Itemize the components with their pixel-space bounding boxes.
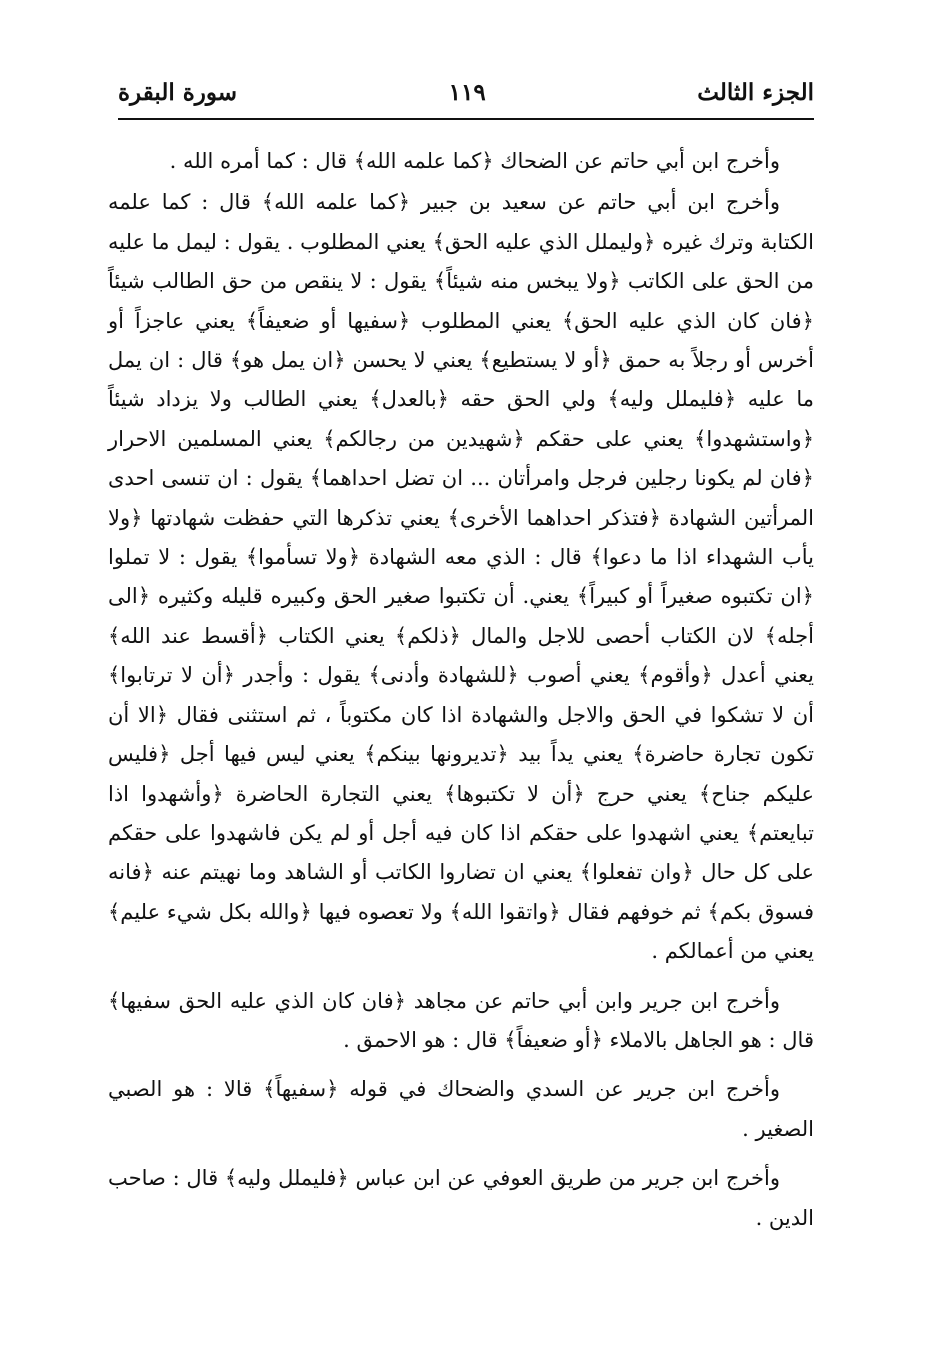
page-number: ١١٩ [448, 78, 486, 106]
paragraph: وأخرج ابن جرير من طريق العوفي عن ابن عباس ﴿فليملل وليه﴾ قال : صاحب الدين . [108, 1166, 814, 1230]
paragraph: وأخرج ابن أبي حاتم عن سعيد بن جبير ﴿كما علمه الله﴾ قال : كما علمه الكتابة وترك غيره ﴿وليملل الذي عليه الحق﴾ يعني المطلوب . يقول : ليمل ما عليه من الحق على الكاتب ﴿ولا يبخس منه شيئاً﴾ يقول : لا ينقص من حق الطالب شيئاً ﴿فان كان الذي عليه الحق﴾ يعني المطلوب ﴿سفيها أو ضعيفاً﴾ يعني عاجزاً أو أخرس أو رجلاً به حمق ﴿أو لا يستطيع﴾ يعني لا يحسن ﴿ان يمل هو﴾ قال : ان يمل ما عليه ﴿فليملل وليه﴾ ولي الحق حقه ﴿بالعدل﴾ يعني الطالب ولا يزداد شيئاً ﴿واستشهدوا﴾ يعني على حقكم ﴿شهيدين من رجالكم﴾ يعني المسلمين الاحرار ﴿فان لم يكونا رجلين فرجل وامرأتان ... ان تضل احداهما﴾ يقول : ان تنسى احدى المرأتين الشهادة ﴿فتذكر احداهما الأخرى﴾ يعني تذكرها التي حفظت شهادتها ﴿ولا يأب الشهداء اذا ما دعوا﴾ قال : الذي معه الشهادة ﴿ولا تسأموا﴾ يقول : لا تملوا ﴿ان تكتبوه صغيراً أو كبيراً﴾ يعني. أن تكتبوا صغير الحق وكبيره قليله وكثيره ﴿الى أجله﴾ لان الكتاب أحصى للاجل والمال ﴿ذلكم﴾ يعني الكتاب ﴿أقسط عند الله﴾ يعني أعدل ﴿وأقوم﴾ يعني أصوب ﴿للشهادة وأدنى﴾ يقول : وأجدر ﴿أن لا ترتابوا﴾ أن لا تشكوا في الحق والاجل والشهادة اذا كان مكتوباً ، ثم استثنى فقال ﴿الا أن تكون تجارة حاضرة﴾ يعني يداً بيد ﴿تديرونها بينكم﴾ يعني ليس فيها أجل ﴿فليس عليكم جناح﴾ يعني حرج ﴿أن لا تكتبوها﴾ يعني التجارة الحاضرة ﴿وأشهدوا اذا تبايعتم﴾ يعني اشهدوا على حقكم اذا كان فيه أجل أو لم يكن فاشهدوا على حقكم على كل حال ﴿وان تفعلوا﴾ يعني ان تضاروا الكاتب أو الشاهد وما نهيتم عنه ﴿فانه فسوق بكم﴾ ثم خوفهم فقال ﴿واتقوا الله﴾ ولا تعصوه فيها ﴿والله بكل شيء عليم﴾ يعني من أعمالكم . [108, 190, 814, 964]
paragraph: وأخرج ابن جرير وابن أبي حاتم عن مجاهد ﴿فان كان الذي عليه الحق سفيها﴾ قال : هو الجاهل بالاملاء ﴿أو ضعيفاً﴾ قال : هو الاحمق . [108, 988, 814, 1052]
paragraph: وأخرج ابن أبي حاتم عن الضحاك ﴿كما علمه الله﴾ قال : كما أمره الله . [169, 149, 780, 173]
running-header [118, 72, 814, 112]
surah-title: سورة البقرة [118, 78, 238, 106]
text-body [108, 142, 814, 1238]
part-title: الجزء الثالث [697, 78, 814, 106]
paragraph: وأخرج ابن جرير عن السدي والضحاك في قوله ﴿سفيهاً﴾ قالا : هو الصبي الصغير . [108, 1077, 814, 1141]
header-rule [118, 118, 814, 120]
